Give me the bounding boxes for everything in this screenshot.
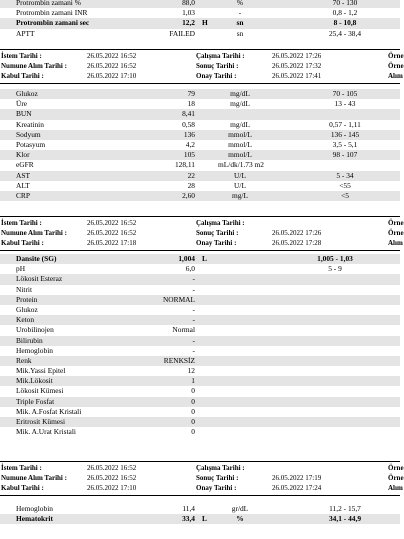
approval-date-label: Onay Tarihi : (196, 72, 237, 80)
test-value: 2,60 (182, 190, 195, 200)
test-value: FAILED (169, 28, 195, 38)
test-unit: mmol/L (228, 129, 252, 139)
test-value: 128,11 (174, 160, 195, 170)
result-row (0, 397, 400, 407)
result-row (0, 315, 400, 325)
cut-label: Örne (388, 464, 404, 472)
test-name: Eritrosit Kümesi (16, 417, 66, 426)
test-name: Mik.Yassi Epitel (16, 366, 66, 376)
test-name: Keton (16, 315, 35, 325)
coag-results (0, 0, 400, 39)
test-ref: 136 - 145 (330, 129, 360, 139)
test-name: Urobilinojen (16, 325, 54, 335)
test-name: Lökosit Esteraz (16, 274, 63, 284)
result-date: 26.05.2022 17:32 (272, 62, 322, 70)
cut-label: Alım (388, 239, 403, 247)
test-name: Protrombin zamani sec (16, 18, 90, 28)
test-unit: mmol/L (228, 139, 252, 149)
sample-date-label: Numune Alım Tarihi : (1, 474, 67, 482)
work-date-label: Çalışma Tarihi : (196, 52, 245, 60)
test-name: Mik. A.Fosfat Kristali (16, 406, 82, 416)
test-flag: L (202, 514, 207, 524)
result-row (0, 504, 400, 514)
test-value: 8,41 (182, 109, 195, 119)
accept-date-label: Kabul Tarihi : (1, 484, 44, 492)
test-unit: mg/dL (230, 99, 250, 109)
test-ref: <55 (339, 180, 351, 190)
sample-date: 26.05.2022 16:52 (87, 229, 137, 237)
test-name: Üre (16, 99, 28, 109)
test-name: Sodyum (16, 129, 41, 139)
test-ref: <5 (341, 190, 349, 200)
test-value: 4,2 (185, 139, 195, 149)
cut-label: Örne (388, 474, 404, 482)
result-row (0, 171, 400, 181)
test-value: - (192, 315, 195, 325)
accept-date: 26.05.2022 17:10 (87, 72, 137, 80)
approval-date-label: Onay Tarihi : (196, 484, 237, 492)
test-value: 33,4 (182, 514, 195, 524)
accept-date: 26.05.2022 17:10 (87, 484, 137, 492)
test-name: Glukoz (16, 304, 38, 314)
accept-date: 26.05.2022 17:18 (87, 239, 137, 247)
test-value: 22 (187, 170, 195, 180)
result-row (0, 18, 400, 28)
biochem-results (0, 89, 400, 201)
test-ref: 70 - 130 (332, 0, 358, 7)
result-row (0, 376, 400, 386)
test-name: Dansite (SG) (16, 254, 57, 263)
result-row (0, 285, 400, 295)
test-name: pH (16, 264, 26, 274)
test-unit: sn (236, 28, 244, 38)
test-ref: 8 - 10,8 (333, 18, 357, 28)
test-name: Hemoglobin (16, 504, 53, 513)
test-ref: 70 - 105 (332, 89, 358, 98)
test-name: Renk (16, 355, 32, 365)
result-row (0, 407, 400, 417)
test-value: 0 (191, 396, 195, 406)
test-value: 79 (187, 89, 195, 98)
test-value: 1 (191, 376, 195, 386)
test-value: 12 (187, 366, 195, 376)
approval-date: 26.05.2022 17:24 (272, 484, 322, 492)
result-row (0, 325, 400, 335)
cut-label: Örne (388, 229, 404, 237)
cut-label: Örne (388, 62, 404, 70)
test-value: 0 (191, 406, 195, 416)
test-value: 1,03 (182, 8, 195, 18)
test-ref: 5 - 9 (328, 264, 342, 274)
result-row (0, 336, 400, 346)
test-value: 18 (187, 99, 195, 109)
result-row (0, 366, 400, 376)
test-value: - (192, 304, 195, 314)
test-name: Lökosit Kümesi (16, 386, 64, 396)
cut-label: Örne (388, 219, 404, 227)
request-date: 26.05.2022 16:52 (87, 464, 137, 472)
result-row (0, 109, 400, 119)
result-row (0, 417, 400, 427)
test-value: 136 (183, 129, 195, 139)
test-value: 0 (191, 417, 195, 426)
test-value: 6,0 (185, 264, 195, 274)
sample-date-label: Numune Alım Tarihi : (1, 229, 67, 237)
test-name: Glukoz (16, 89, 38, 98)
test-unit: U/L (234, 180, 246, 190)
result-row (0, 356, 400, 366)
accept-date-label: Kabul Tarihi : (1, 72, 44, 80)
result-row (0, 264, 400, 274)
test-name: Nitrit (16, 284, 33, 294)
test-name: Protein (16, 294, 38, 304)
result-row (0, 99, 400, 109)
result-row (0, 386, 400, 396)
test-name: Mik. A.Urat Kristali (16, 427, 76, 437)
test-flag: H (202, 18, 208, 28)
test-ref: 34,1 - 44,9 (328, 514, 362, 524)
test-unit: mmol/L (228, 150, 252, 160)
test-ref: 11,2 - 15,7 (329, 504, 361, 513)
test-name: Hematokrit (16, 514, 53, 524)
test-name: Protrombin zamani % (16, 0, 81, 7)
result-row (0, 29, 400, 39)
test-name: Triple Fosfat (16, 396, 55, 406)
work-date-label: Çalışma Tarihi : (196, 219, 245, 227)
test-name: CRP (16, 190, 30, 200)
test-value: 11,4 (182, 504, 195, 513)
cut-label: Alım (388, 72, 403, 80)
test-unit: - (238, 8, 242, 18)
result-date: 26.05.2022 17:26 (272, 229, 322, 237)
test-unit: U/L (234, 170, 246, 180)
test-value: - (192, 345, 195, 355)
request-date-label: İstem Tarihi : (1, 219, 42, 227)
test-value: - (192, 274, 195, 284)
test-unit: mg/L (231, 190, 248, 200)
test-name: APTT (16, 28, 35, 38)
result-row (0, 160, 400, 170)
result-row (0, 346, 400, 356)
result-row (0, 0, 400, 8)
test-name: AST (16, 170, 30, 180)
request-date: 26.05.2022 16:52 (87, 52, 137, 60)
result-row (0, 130, 400, 140)
result-date-label: Sonuç Tarihi : (196, 474, 239, 482)
test-name: Hemoglobin (16, 345, 53, 355)
test-name: Bilirubin (16, 335, 43, 345)
approval-date-label: Onay Tarihi : (196, 239, 237, 247)
result-row (0, 295, 400, 305)
test-value: Normal (172, 325, 195, 335)
test-name: Protrombin zamani INR (16, 8, 88, 18)
result-row (0, 514, 400, 524)
test-ref: 0,8 - 1,2 (332, 8, 358, 18)
test-value: 1,004 (178, 254, 195, 263)
sample-info-header (0, 461, 404, 496)
test-unit: sn (236, 18, 244, 28)
test-name: Mik.Lökosit (16, 376, 53, 386)
result-row (0, 254, 400, 264)
sample-info-header (0, 49, 404, 84)
test-value: 0 (191, 386, 195, 396)
test-unit: mg/dL (230, 119, 250, 129)
test-ref: 3,5 - 5,1 (332, 139, 358, 149)
test-name: Kreatinin (16, 119, 44, 129)
request-date-label: İstem Tarihi : (1, 52, 42, 60)
result-row (0, 427, 400, 437)
test-name: ALT (16, 180, 30, 190)
result-row (0, 181, 400, 191)
test-ref: 5 - 34 (336, 170, 354, 180)
urine-results (0, 254, 400, 437)
result-date-label: Sonuç Tarihi : (196, 229, 239, 237)
test-ref: 98 - 107 (332, 150, 358, 160)
result-row (0, 120, 400, 130)
test-value: 28 (187, 180, 195, 190)
result-date-label: Sonuç Tarihi : (196, 62, 239, 70)
test-ref: 25,4 - 38,4 (328, 28, 362, 38)
result-row (0, 8, 400, 18)
test-value: 105 (183, 150, 195, 160)
test-unit: % (236, 514, 244, 524)
test-name: BUN (16, 109, 32, 119)
result-row (0, 305, 400, 315)
test-ref: 0,57 - 1,11 (329, 119, 361, 129)
test-value: 88,0 (182, 0, 195, 7)
cut-label: Örne (388, 52, 404, 60)
accept-date-label: Kabul Tarihi : (1, 239, 44, 247)
approval-date: 26.05.2022 17:41 (272, 72, 322, 80)
test-value: - (192, 335, 195, 345)
test-name: eGFR (16, 160, 34, 170)
test-flag: L (202, 254, 207, 263)
test-value: 12,2 (182, 18, 195, 28)
test-ref: 13 - 43 (334, 99, 356, 109)
test-unit: mL/dk/1.73 m2 (218, 160, 264, 170)
sample-info-header (0, 216, 404, 251)
result-row (0, 89, 400, 99)
test-value: 0 (191, 427, 195, 437)
test-value: RENKSİZ (163, 355, 195, 365)
test-value: NORMAL (162, 294, 195, 304)
request-date-label: İstem Tarihi : (1, 464, 42, 472)
test-unit: mg/dL (230, 89, 250, 98)
test-value: - (192, 284, 195, 294)
work-date-label: Çalışma Tarihi : (196, 464, 245, 472)
work-date: 26.05.2022 17:26 (272, 52, 322, 60)
test-ref: 1,005 - 1,03 (317, 254, 353, 263)
test-unit: % (236, 0, 244, 7)
cut-label: Alım (388, 484, 403, 492)
result-row (0, 150, 400, 160)
approval-date: 26.05.2022 17:28 (272, 239, 322, 247)
request-date: 26.05.2022 16:52 (87, 219, 137, 227)
result-date: 26.05.2022 17:19 (272, 474, 322, 482)
result-row (0, 191, 400, 201)
test-name: Potasyum (16, 139, 46, 149)
hemogram-results (0, 504, 400, 524)
sample-date-label: Numune Alım Tarihi : (1, 62, 67, 70)
sample-date: 26.05.2022 16:52 (87, 474, 137, 482)
test-name: Klor (16, 150, 30, 160)
test-unit: gr/dL (231, 504, 249, 513)
test-value: 0,58 (182, 119, 195, 129)
sample-date: 26.05.2022 16:52 (87, 62, 137, 70)
result-row (0, 274, 400, 284)
result-row (0, 140, 400, 150)
